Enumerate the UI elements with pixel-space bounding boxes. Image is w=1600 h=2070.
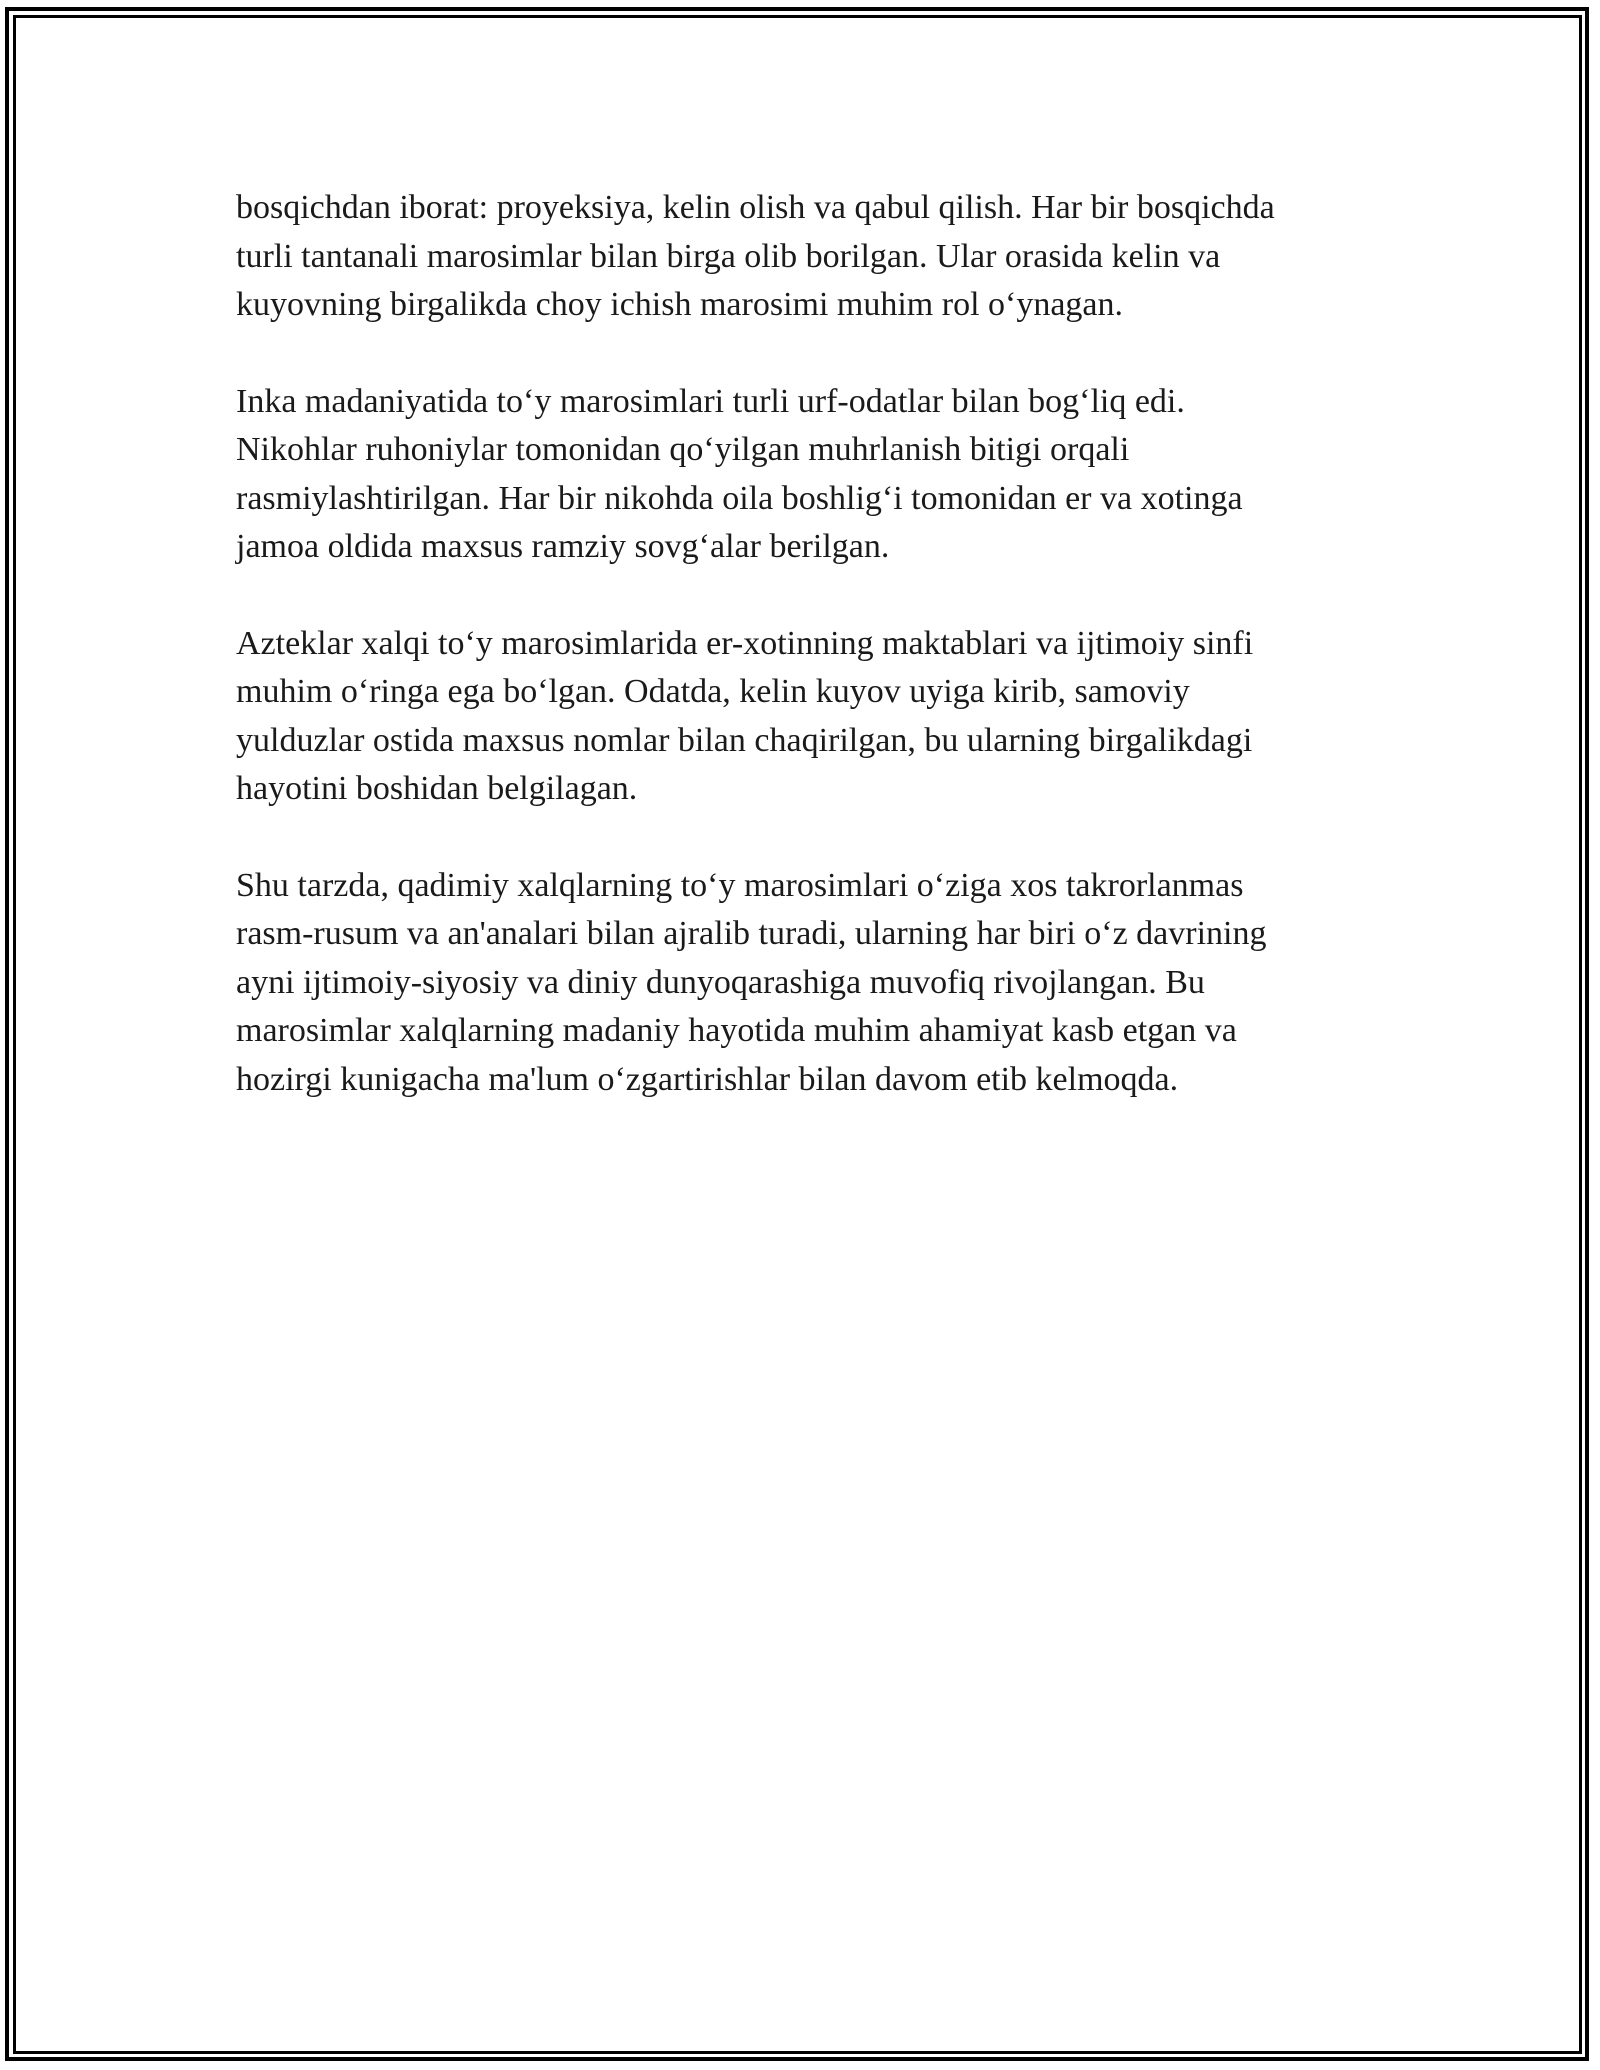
text-line: kuyovning birgalikda choy ichish marosimi muhim rol o‘ynagan. [236,286,1124,323]
text-line: rasmiylashtirilgan. Har bir nikohda oila boshlig‘i tomonidan er va xotinga [236,479,1243,517]
paragraph-inca [236,378,1376,572]
text-line: yulduzlar ostida maxsus nomlar bilan chaqirilgan, bu ularning birgalikdagi [236,721,1253,759]
text-line: bosqichdan iborat: proyeksiya, kelin olish va qabul qilish. Har bir bosqichda [236,189,1275,226]
text-line: turli tantanali marosimlar bilan birga olib borilgan. Ular orasida kelin va [236,237,1221,275]
text-line: Inka madaniyatida to‘y marosimlari turli urf-odatlar bilan bog‘liq edi. [236,382,1185,420]
text-line: hayotini boshidan belgilagan. [236,770,638,807]
text-line: Azteklar xalqi to‘y marosimlarida er-xotinning maktablari va ijtimoiy sinfi [236,624,1254,662]
text-line: marosimlar xalqlarning madaniy hayotida muhim ahamiyat kasb etgan va [236,1012,1237,1049]
text-line: muhim o‘ringa ega bo‘lgan. Odatda, kelin kuyov uyiga kirib, samoviy [236,673,1190,710]
text-line: rasm-rusum va an'analari bilan ajralib turadi, ularning har biri o‘z davrining [236,915,1267,952]
paragraph-aztec [236,620,1376,814]
paragraph-wedding-stages [236,184,1376,330]
text-line: Shu tarzda, qadimiy xalqlarning to‘y marosimlari o‘ziga xos takrorlanmas [236,866,1244,904]
text-line: Nikohlar ruhoniylar tomonidan qo‘yilgan muhrlanish bitigi orqali [236,431,1130,468]
text-line: ayni ijtimoiy-siyosiy va diniy dunyoqarashiga muvofiq rivojlangan. Bu [236,963,1205,1001]
document-body [236,184,1376,1152]
text-line: jamoa oldida maxsus ramziy sovg‘alar berilgan. [236,528,890,565]
paragraph-conclusion [236,862,1376,1105]
text-line: hozirgi kunigacha ma'lum o‘zgartirishlar bilan davom etib kelmoqda. [236,1060,1179,1098]
